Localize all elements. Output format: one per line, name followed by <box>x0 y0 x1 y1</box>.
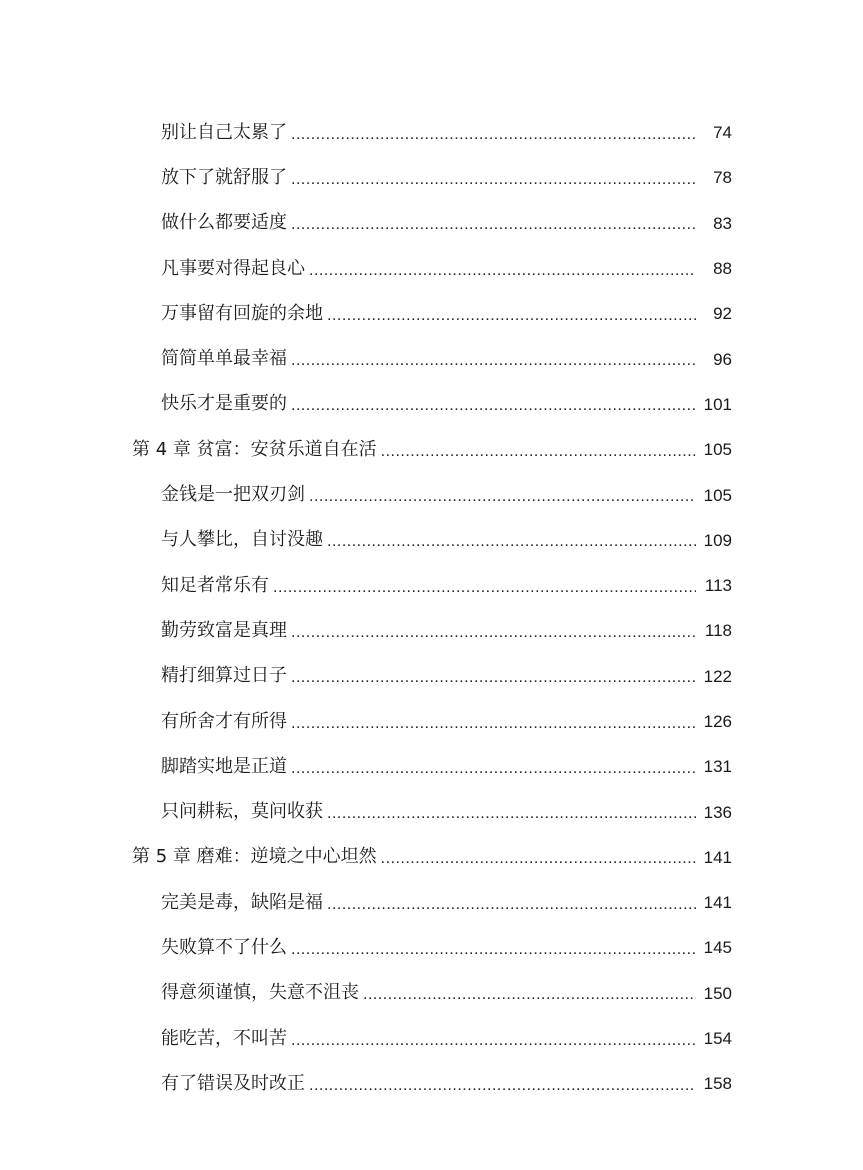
dot-leader <box>363 987 696 1003</box>
toc-page-number: 158 <box>703 1074 732 1094</box>
toc-section-entry[interactable] <box>0 744 863 789</box>
toc-page-number: 113 <box>704 576 732 596</box>
toc-section-entry[interactable] <box>0 563 863 608</box>
toc-section-entry[interactable] <box>0 880 863 925</box>
toc-chapter-entry[interactable] <box>0 835 863 880</box>
dot-leader <box>291 1033 696 1049</box>
dot-leader <box>327 897 696 913</box>
toc-entry-title: 失败算不了什么 <box>161 936 287 958</box>
toc-entry-title: 知足者常乐有 <box>161 574 269 596</box>
toc-page-number: 131 <box>703 757 732 777</box>
dot-leader <box>291 716 696 732</box>
toc-entry-title: 第 5 章 磨难：逆境之中心坦然 <box>132 846 377 868</box>
dot-leader <box>291 625 696 641</box>
toc-section-entry[interactable] <box>0 789 863 834</box>
toc-page-number: 145 <box>703 938 732 958</box>
dot-leader <box>291 398 696 414</box>
toc-entry-title: 精打细算过日子 <box>161 665 287 687</box>
toc-section-entry[interactable] <box>0 155 863 200</box>
dot-leader <box>291 353 696 369</box>
toc-page-number: 92 <box>713 304 732 324</box>
toc-section-entry[interactable] <box>0 201 863 246</box>
dot-leader <box>381 851 696 867</box>
toc-entry-title: 有了错误及时改正 <box>161 1072 305 1094</box>
toc-page-number: 88 <box>713 259 732 279</box>
toc-entry-title: 放下了就舒服了 <box>161 166 287 188</box>
dot-leader <box>327 534 696 550</box>
toc-section-entry[interactable] <box>0 246 863 291</box>
toc-section-entry[interactable] <box>0 1016 863 1061</box>
toc-entry-title: 只问耕耘，莫问收获 <box>161 801 323 823</box>
toc-page-number: 141 <box>703 893 732 913</box>
dot-leader <box>291 127 696 143</box>
toc-entry-title: 与人攀比，自讨没趣 <box>161 529 323 551</box>
dot-leader <box>327 308 696 324</box>
toc-section-entry[interactable] <box>0 336 863 381</box>
toc-page-number: 74 <box>713 123 732 143</box>
toc-section-entry[interactable] <box>0 699 863 744</box>
toc-section-entry[interactable] <box>0 291 863 336</box>
toc-entry-title: 万事留有回旋的余地 <box>161 302 323 324</box>
dot-leader <box>327 806 696 822</box>
toc-entry-title: 脚踏实地是正道 <box>161 755 287 777</box>
toc-entry-title: 别让自己太累了 <box>161 121 287 143</box>
toc-page-number: 105 <box>703 485 732 505</box>
toc-section-entry[interactable] <box>0 472 863 517</box>
toc-page-number: 141 <box>703 847 732 867</box>
toc-section-entry[interactable] <box>0 1061 863 1106</box>
dot-leader <box>291 942 696 958</box>
toc-section-entry[interactable] <box>0 518 863 563</box>
toc-entry-title: 简简单单最幸福 <box>161 348 287 370</box>
toc-page-number: 118 <box>704 621 732 641</box>
toc-entry-title: 金钱是一把双刃剑 <box>161 484 305 506</box>
toc-section-entry[interactable] <box>0 971 863 1016</box>
toc-page-number: 105 <box>703 440 732 460</box>
table-of-contents <box>0 110 863 1107</box>
toc-entry-title: 有所舍才有所得 <box>161 710 287 732</box>
toc-entry-title: 第 4 章 贫富：安贫乐道自在活 <box>132 438 377 460</box>
toc-entry-title: 凡事要对得起良心 <box>161 257 305 279</box>
toc-entry-title: 快乐才是重要的 <box>161 393 287 415</box>
toc-page-number: 150 <box>703 983 732 1003</box>
dot-leader <box>273 580 696 596</box>
toc-entry-title: 得意须谨慎，失意不沮丧 <box>161 982 359 1004</box>
toc-page-number: 122 <box>703 666 732 686</box>
dot-leader <box>291 217 696 233</box>
toc-section-entry[interactable] <box>0 382 863 427</box>
dot-leader <box>309 489 696 505</box>
toc-page-number: 109 <box>703 530 732 550</box>
toc-page-number: 96 <box>713 349 732 369</box>
dot-leader <box>291 761 696 777</box>
toc-section-entry[interactable] <box>0 925 863 970</box>
dot-leader <box>291 172 696 188</box>
toc-section-entry[interactable] <box>0 654 863 699</box>
toc-page-number: 154 <box>703 1029 732 1049</box>
toc-entry-title: 能吃苦，不叫苦 <box>161 1027 287 1049</box>
toc-page-number: 78 <box>713 168 732 188</box>
toc-page-number: 126 <box>703 712 732 731</box>
dot-leader <box>381 444 696 460</box>
toc-page-number: 83 <box>713 213 732 233</box>
toc-page-number: 136 <box>703 802 732 822</box>
toc-chapter-entry[interactable] <box>0 427 863 472</box>
dot-leader <box>291 670 696 686</box>
dot-leader <box>309 263 696 279</box>
toc-page-number: 101 <box>703 394 732 414</box>
toc-entry-title: 做什么都要适度 <box>161 212 287 234</box>
toc-section-entry[interactable] <box>0 110 863 155</box>
toc-entry-title: 勤劳致富是真理 <box>161 619 287 641</box>
toc-entry-title: 完美是毒，缺陷是福 <box>161 891 323 913</box>
dot-leader <box>309 1078 696 1094</box>
toc-section-entry[interactable] <box>0 608 863 653</box>
